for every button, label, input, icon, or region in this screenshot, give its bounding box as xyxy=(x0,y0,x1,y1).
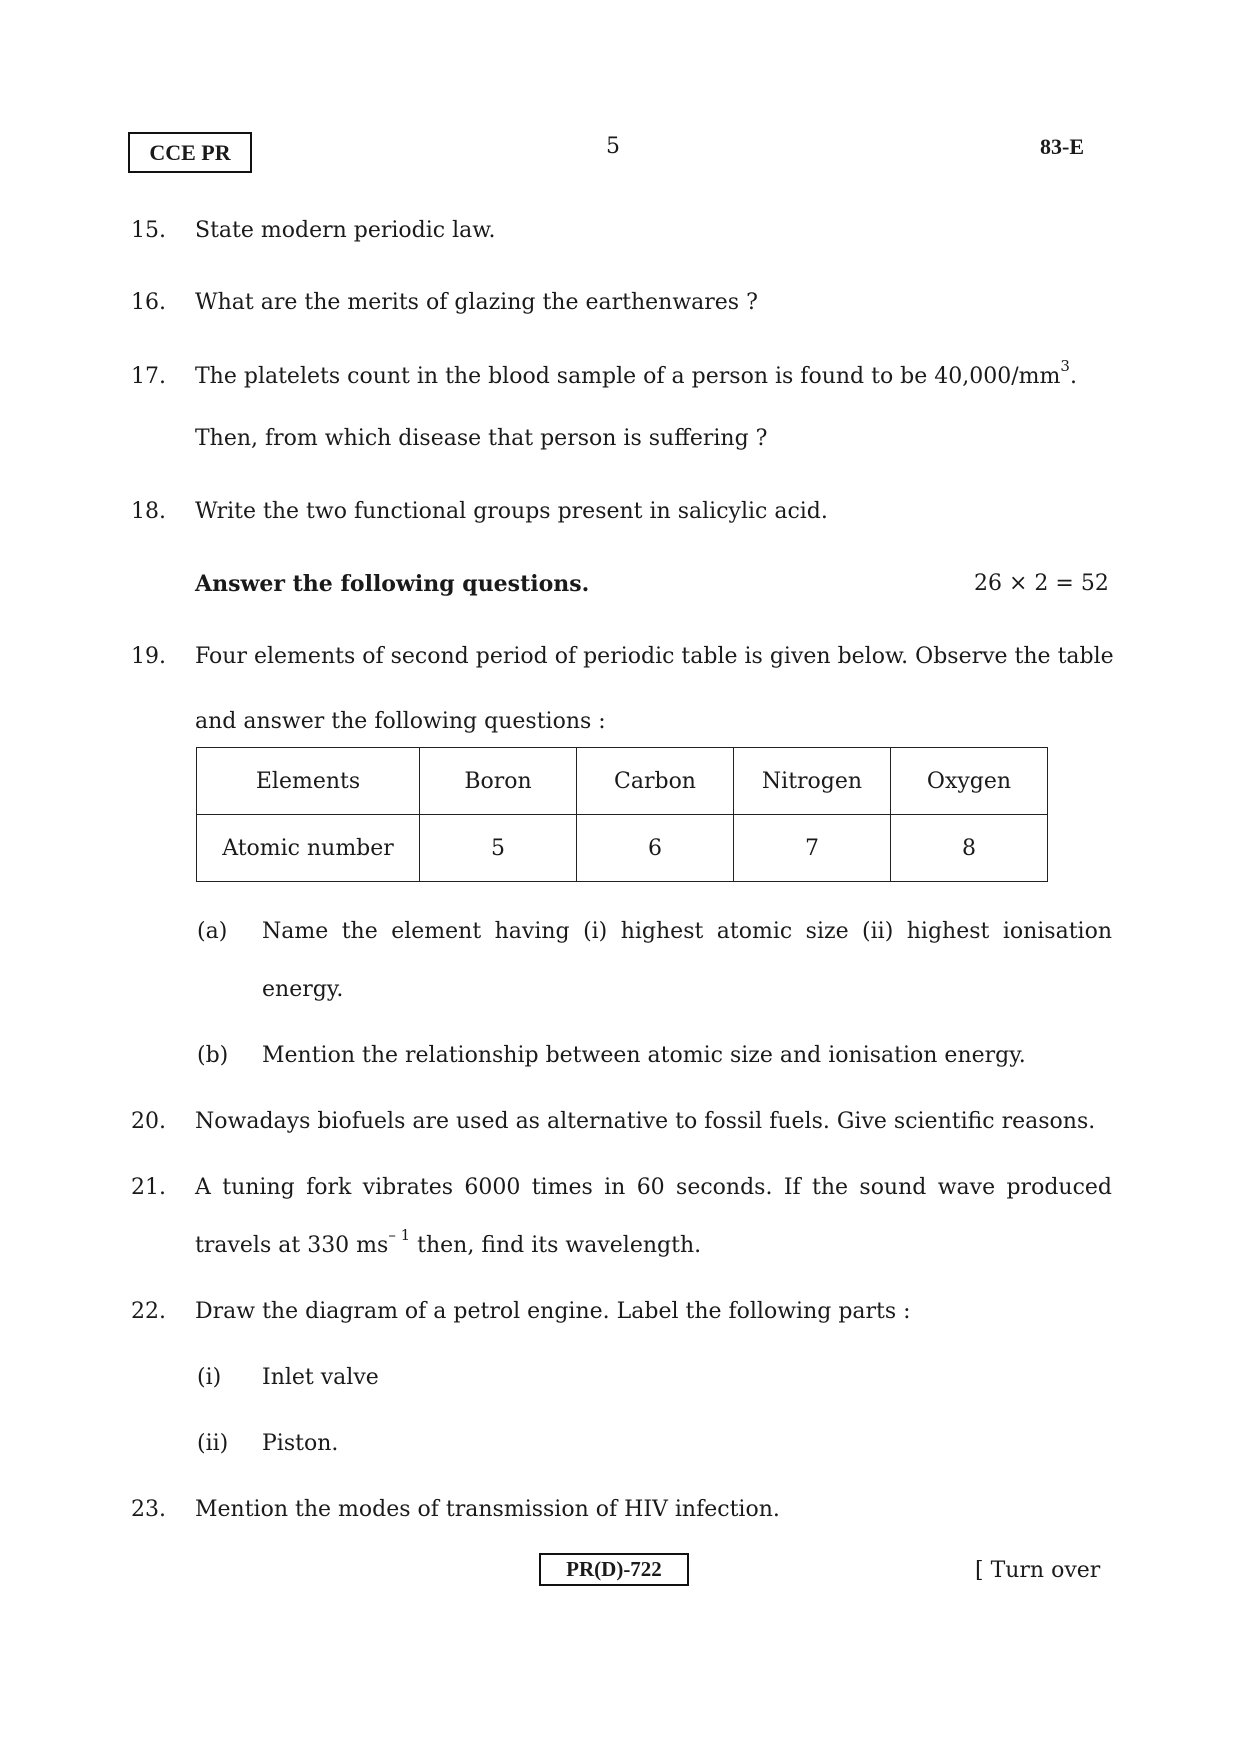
table-cell: Boron xyxy=(420,748,577,815)
question-text: What are the merits of glazing the earthenwares ? xyxy=(195,290,758,315)
question-number: 15. xyxy=(131,218,166,243)
question-text: Mention the modes of transmission of HIV infection. xyxy=(195,1497,780,1522)
footer-code-box: PR(D)-722 xyxy=(539,1553,689,1586)
table-cell: Oxygen xyxy=(891,748,1048,815)
question-number: 16. xyxy=(131,290,166,315)
page-number: 5 xyxy=(606,134,620,159)
question-text-part: The platelets count in the blood sample of a person is found to be 40,000/mm xyxy=(195,364,1061,389)
header-cce-pr-box: CCE PR xyxy=(128,132,252,173)
question-number: 18. xyxy=(131,499,166,524)
table-header-cell: Atomic number xyxy=(197,815,420,882)
periodic-elements-table xyxy=(196,747,1048,882)
subpart-text: Name the element having (i) highest atomic size (ii) highest ionisation xyxy=(262,919,1112,944)
subpart-text: Inlet valve xyxy=(262,1365,379,1390)
question-text-part: . xyxy=(1069,364,1077,389)
question-number: 20. xyxy=(131,1109,166,1134)
subpart-label: (ii) xyxy=(197,1431,229,1456)
question-text xyxy=(195,357,1077,392)
question-text-continued xyxy=(195,1226,702,1261)
question-text-part: travels at 330 ms xyxy=(195,1233,389,1258)
question-number: 21. xyxy=(131,1175,166,1200)
question-text: Write the two functional groups present in salicylic acid. xyxy=(195,499,828,524)
table-header-cell: Elements xyxy=(197,748,420,815)
table-row xyxy=(197,748,1048,815)
table-row xyxy=(197,815,1048,882)
question-text-part: then, find its wavelength. xyxy=(410,1233,702,1258)
question-number: 17. xyxy=(131,364,166,389)
subpart-text: Mention the relationship between atomic size and ionisation energy. xyxy=(262,1043,1026,1068)
paper-code: 83-E xyxy=(1040,134,1084,159)
superscript: – 1 xyxy=(388,1226,411,1244)
section-instruction: Answer the following questions. xyxy=(195,571,590,597)
question-text-continued: Then, from which disease that person is suffering ? xyxy=(195,426,768,451)
question-text: Nowadays biofuels are used as alternative to fossil fuels. Give scientific reasons. xyxy=(195,1109,1096,1134)
question-number: 19. xyxy=(131,644,166,669)
subpart-text: Piston. xyxy=(262,1431,339,1456)
turn-over-note: [ Turn over xyxy=(975,1558,1101,1583)
question-text: State modern periodic law. xyxy=(195,218,496,243)
question-text: Four elements of second period of periodic table is given below. Observe the table xyxy=(195,644,1114,669)
question-number: 23. xyxy=(131,1497,166,1522)
subpart-label: (a) xyxy=(197,919,228,944)
subpart-label: (b) xyxy=(197,1043,229,1068)
table-cell: 7 xyxy=(734,815,891,882)
question-text: Draw the diagram of a petrol engine. Label the following parts : xyxy=(195,1299,911,1324)
question-text: A tuning fork vibrates 6000 times in 60 seconds. If the sound wave produced xyxy=(195,1175,1112,1200)
subpart-text-continued: energy. xyxy=(262,977,344,1002)
question-number: 22. xyxy=(131,1299,166,1324)
table-cell: Nitrogen xyxy=(734,748,891,815)
table-cell: 6 xyxy=(577,815,734,882)
table-cell: 5 xyxy=(420,815,577,882)
table-cell: 8 xyxy=(891,815,1048,882)
table-cell: Carbon xyxy=(577,748,734,815)
section-marks: 26 × 2 = 52 xyxy=(974,571,1109,596)
subpart-label: (i) xyxy=(197,1365,222,1390)
superscript: 3 xyxy=(1060,357,1070,375)
question-text-continued: and answer the following questions : xyxy=(195,709,606,734)
